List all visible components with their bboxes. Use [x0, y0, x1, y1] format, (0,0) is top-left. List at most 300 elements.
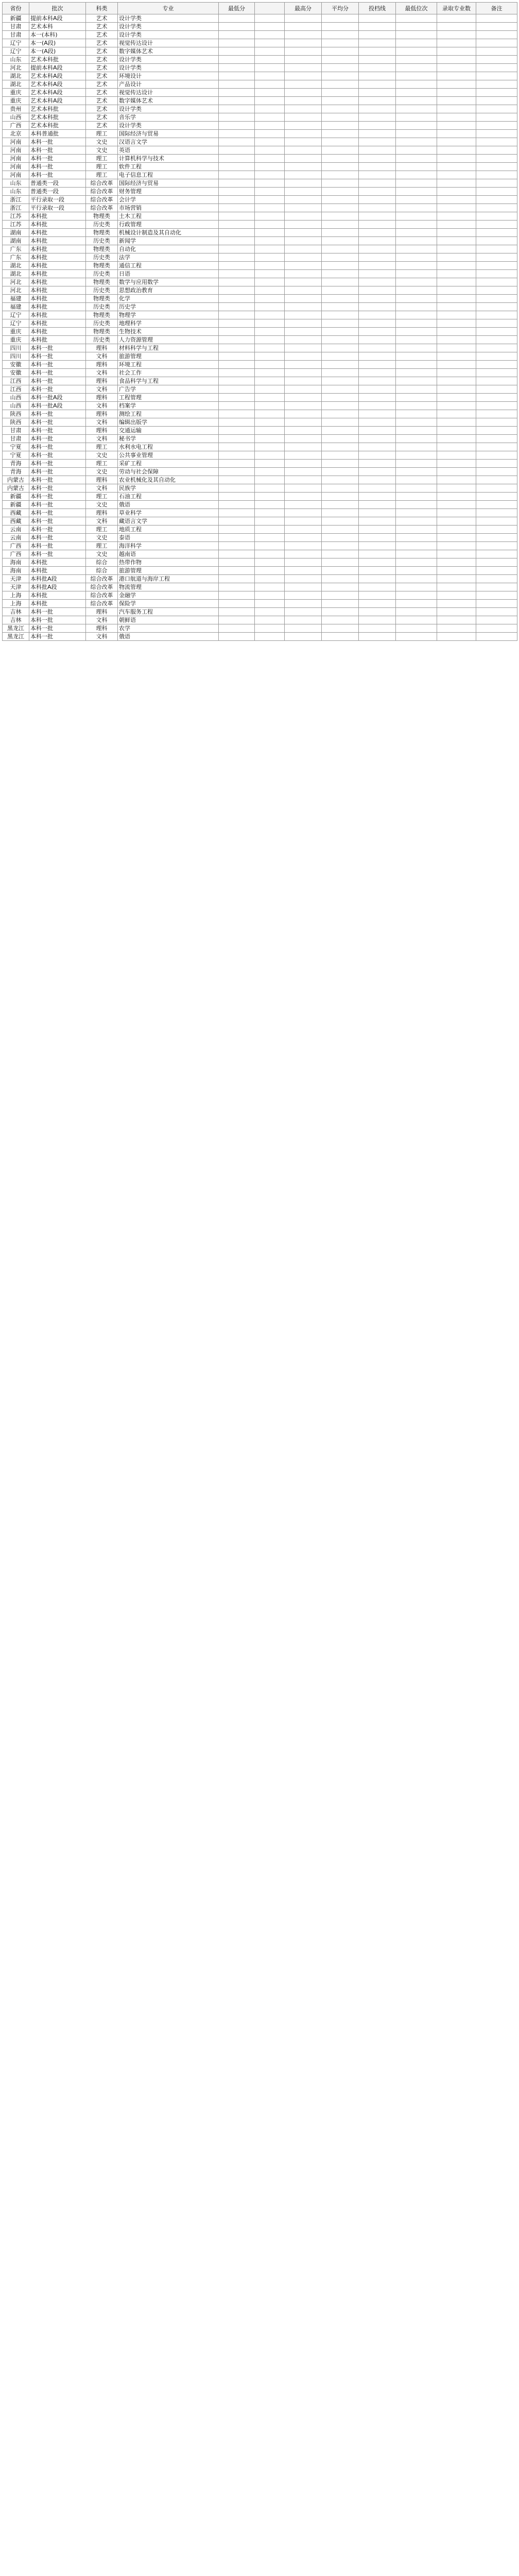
cell-avg-score	[322, 558, 359, 567]
cell-major: 市场营销	[118, 204, 219, 212]
cell-province: 河北	[3, 64, 29, 72]
cell-major: 水利水电工程	[118, 443, 219, 451]
cell-cutoff	[359, 534, 396, 542]
cell-major: 设计学类	[118, 56, 219, 64]
table-row	[3, 328, 517, 336]
cell-batch: 本一(本科)	[29, 31, 86, 39]
cell-major: 保险学	[118, 600, 219, 608]
cell-min-rank	[396, 460, 437, 468]
cell-avg-score	[322, 493, 359, 501]
cell-track: 文科	[86, 402, 118, 410]
cell-count	[437, 558, 476, 567]
cell-major: 采矿工程	[118, 460, 219, 468]
cell-max-score	[285, 385, 322, 394]
cell-major: 农业机械化及其自动化	[118, 476, 219, 484]
table-row	[3, 608, 517, 616]
cell-major: 通信工程	[118, 262, 219, 270]
cell-max-score	[285, 410, 322, 418]
cell-province: 吉林	[3, 616, 29, 624]
cell-min-rank	[396, 443, 437, 451]
cell-c6	[255, 344, 285, 352]
cell-batch: 本科一批	[29, 410, 86, 418]
cell-note	[476, 64, 517, 72]
cell-count	[437, 31, 476, 39]
cell-min-rank	[396, 196, 437, 204]
cell-avg-score	[322, 196, 359, 204]
table-row	[3, 509, 517, 517]
cell-max-score	[285, 616, 322, 624]
cell-province: 广东	[3, 253, 29, 262]
cell-max-score	[285, 39, 322, 47]
cell-avg-score	[322, 105, 359, 113]
cell-c6	[255, 163, 285, 171]
cell-min-rank	[396, 97, 437, 105]
cell-avg-score	[322, 237, 359, 245]
cell-count	[437, 72, 476, 80]
cell-avg-score	[322, 311, 359, 319]
cell-min-rank	[396, 303, 437, 311]
cell-min-score	[219, 47, 255, 56]
cell-min-rank	[396, 14, 437, 23]
table-row	[3, 484, 517, 493]
cell-c6	[255, 146, 285, 155]
cell-count	[437, 460, 476, 468]
cell-province: 内蒙古	[3, 484, 29, 493]
cell-province: 宁夏	[3, 443, 29, 451]
cell-note	[476, 262, 517, 270]
cell-batch: 本科批	[29, 336, 86, 344]
cell-c6	[255, 476, 285, 484]
cell-batch: 本科一批	[29, 526, 86, 534]
cell-major: 物理学	[118, 311, 219, 319]
cell-major: 秘书学	[118, 435, 219, 443]
cell-count	[437, 138, 476, 146]
cell-cutoff	[359, 468, 396, 476]
cell-cutoff	[359, 402, 396, 410]
cell-count	[437, 278, 476, 286]
table-row	[3, 435, 517, 443]
cell-track: 艺术	[86, 105, 118, 113]
cell-track: 理工	[86, 163, 118, 171]
cell-count	[437, 361, 476, 369]
cell-track: 艺术	[86, 97, 118, 105]
cell-batch: 本科一批A段	[29, 394, 86, 402]
cell-count	[437, 344, 476, 352]
cell-batch: 本科批	[29, 311, 86, 319]
cell-max-score	[285, 122, 322, 130]
cell-province: 安徽	[3, 361, 29, 369]
cell-avg-score	[322, 542, 359, 550]
cell-cutoff	[359, 122, 396, 130]
cell-min-score	[219, 245, 255, 253]
cell-note	[476, 171, 517, 179]
cell-track: 文科	[86, 517, 118, 526]
cell-cutoff	[359, 179, 396, 188]
cell-min-rank	[396, 319, 437, 328]
cell-note	[476, 394, 517, 402]
cell-min-score	[219, 72, 255, 80]
cell-track: 艺术	[86, 113, 118, 122]
cell-c6	[255, 608, 285, 616]
cell-note	[476, 600, 517, 608]
cell-max-score	[285, 484, 322, 493]
cell-min-rank	[396, 72, 437, 80]
cell-count	[437, 443, 476, 451]
cell-major: 俄语	[118, 633, 219, 641]
cell-min-rank	[396, 427, 437, 435]
cell-min-score	[219, 550, 255, 558]
cell-cutoff	[359, 575, 396, 583]
cell-avg-score	[322, 221, 359, 229]
cell-max-score	[285, 171, 322, 179]
cell-min-rank	[396, 64, 437, 72]
cell-note	[476, 567, 517, 575]
cell-c6	[255, 558, 285, 567]
cell-count	[437, 179, 476, 188]
cell-avg-score	[322, 418, 359, 427]
cell-cutoff	[359, 221, 396, 229]
cell-c6	[255, 352, 285, 361]
cell-max-score	[285, 212, 322, 221]
cell-cutoff	[359, 328, 396, 336]
cell-c6	[255, 468, 285, 476]
cell-min-rank	[396, 237, 437, 245]
cell-track: 历史类	[86, 237, 118, 245]
cell-c6	[255, 278, 285, 286]
cell-note	[476, 616, 517, 624]
cell-track: 理工	[86, 171, 118, 179]
cell-c6	[255, 105, 285, 113]
cell-count	[437, 493, 476, 501]
cell-min-score	[219, 616, 255, 624]
cell-min-rank	[396, 352, 437, 361]
cell-major: 电子信息工程	[118, 171, 219, 179]
cell-track: 理工	[86, 493, 118, 501]
cell-batch: 本科批	[29, 270, 86, 278]
cell-cutoff	[359, 146, 396, 155]
cell-min-score	[219, 501, 255, 509]
cell-c6	[255, 385, 285, 394]
cell-avg-score	[322, 451, 359, 460]
cell-count	[437, 262, 476, 270]
cell-min-rank	[396, 56, 437, 64]
table-row	[3, 89, 517, 97]
cell-note	[476, 295, 517, 303]
cell-c6	[255, 237, 285, 245]
cell-note	[476, 89, 517, 97]
cell-count	[437, 575, 476, 583]
cell-batch: 本科一批	[29, 468, 86, 476]
cell-c6	[255, 600, 285, 608]
cell-track: 艺术	[86, 64, 118, 72]
cell-cutoff	[359, 484, 396, 493]
cell-avg-score	[322, 624, 359, 633]
cell-cutoff	[359, 633, 396, 641]
cell-province: 湖北	[3, 270, 29, 278]
cell-min-score	[219, 427, 255, 435]
cell-province: 辽宁	[3, 311, 29, 319]
cell-note	[476, 633, 517, 641]
cell-track: 综合改革	[86, 600, 118, 608]
cell-c6	[255, 616, 285, 624]
cell-track: 文史	[86, 534, 118, 542]
cell-province: 四川	[3, 352, 29, 361]
cell-batch: 本一(A段)	[29, 47, 86, 56]
cell-note	[476, 385, 517, 394]
cell-note	[476, 72, 517, 80]
cell-count	[437, 468, 476, 476]
table-row	[3, 303, 517, 311]
cell-min-rank	[396, 509, 437, 517]
cell-max-score	[285, 229, 322, 237]
cell-c6	[255, 402, 285, 410]
cell-count	[437, 427, 476, 435]
cell-min-score	[219, 212, 255, 221]
cell-min-rank	[396, 633, 437, 641]
cell-min-rank	[396, 122, 437, 130]
cell-avg-score	[322, 534, 359, 542]
cell-track: 综合	[86, 558, 118, 567]
cell-cutoff	[359, 47, 396, 56]
cell-min-rank	[396, 526, 437, 534]
cell-min-rank	[396, 171, 437, 179]
header-cell: 科类	[86, 3, 118, 14]
table-header-row	[3, 3, 517, 14]
cell-min-score	[219, 122, 255, 130]
cell-province: 广西	[3, 542, 29, 550]
cell-cutoff	[359, 476, 396, 484]
cell-c6	[255, 212, 285, 221]
cell-max-score	[285, 394, 322, 402]
cell-avg-score	[322, 328, 359, 336]
header-cell	[255, 3, 285, 14]
cell-note	[476, 31, 517, 39]
table-row	[3, 155, 517, 163]
cell-max-score	[285, 624, 322, 633]
cell-batch: 艺术本科批	[29, 105, 86, 113]
cell-major: 计算机科学与技术	[118, 155, 219, 163]
cell-max-score	[285, 237, 322, 245]
cell-batch: 本科一批	[29, 460, 86, 468]
cell-min-score	[219, 311, 255, 319]
cell-note	[476, 493, 517, 501]
cell-count	[437, 377, 476, 385]
cell-count	[437, 336, 476, 344]
cell-batch: 艺术本科批	[29, 113, 86, 122]
cell-max-score	[285, 196, 322, 204]
cell-count	[437, 14, 476, 23]
cell-cutoff	[359, 229, 396, 237]
cell-min-score	[219, 328, 255, 336]
cell-avg-score	[322, 385, 359, 394]
cell-min-rank	[396, 146, 437, 155]
cell-count	[437, 385, 476, 394]
cell-cutoff	[359, 558, 396, 567]
cell-cutoff	[359, 427, 396, 435]
cell-min-rank	[396, 155, 437, 163]
cell-batch: 普通类一段	[29, 188, 86, 196]
cell-batch: 本科批	[29, 262, 86, 270]
cell-major: 藏语言文学	[118, 517, 219, 526]
cell-avg-score	[322, 97, 359, 105]
cell-min-rank	[396, 344, 437, 352]
cell-max-score	[285, 517, 322, 526]
cell-province: 西藏	[3, 517, 29, 526]
cell-batch: 本科一批	[29, 534, 86, 542]
cell-batch: 本科批	[29, 328, 86, 336]
cell-min-score	[219, 221, 255, 229]
cell-province: 青海	[3, 468, 29, 476]
cell-max-score	[285, 253, 322, 262]
cell-cutoff	[359, 303, 396, 311]
cell-min-score	[219, 295, 255, 303]
cell-c6	[255, 56, 285, 64]
cell-track: 物理类	[86, 295, 118, 303]
cell-max-score	[285, 344, 322, 352]
cell-min-rank	[396, 476, 437, 484]
cell-max-score	[285, 336, 322, 344]
cell-province: 安徽	[3, 369, 29, 377]
table-row	[3, 237, 517, 245]
cell-avg-score	[322, 377, 359, 385]
cell-note	[476, 97, 517, 105]
cell-count	[437, 295, 476, 303]
cell-min-rank	[396, 402, 437, 410]
cell-major: 视觉传达设计	[118, 89, 219, 97]
cell-count	[437, 146, 476, 155]
cell-note	[476, 369, 517, 377]
cell-note	[476, 509, 517, 517]
cell-province: 江西	[3, 385, 29, 394]
cell-province: 贵州	[3, 105, 29, 113]
cell-track: 艺术	[86, 31, 118, 39]
cell-count	[437, 64, 476, 72]
cell-batch: 本科批	[29, 253, 86, 262]
cell-min-rank	[396, 188, 437, 196]
cell-batch: 本科一批	[29, 633, 86, 641]
cell-count	[437, 402, 476, 410]
cell-min-score	[219, 97, 255, 105]
cell-major: 设计学类	[118, 105, 219, 113]
cell-min-rank	[396, 369, 437, 377]
cell-track: 文科	[86, 352, 118, 361]
cell-min-rank	[396, 542, 437, 550]
cell-batch: 艺术本科A段	[29, 97, 86, 105]
cell-cutoff	[359, 155, 396, 163]
cell-count	[437, 270, 476, 278]
cell-track: 理工	[86, 130, 118, 138]
cell-major: 俄语	[118, 501, 219, 509]
cell-c6	[255, 130, 285, 138]
cell-note	[476, 484, 517, 493]
cell-major: 编辑出版学	[118, 418, 219, 427]
cell-c6	[255, 567, 285, 575]
table-row	[3, 534, 517, 542]
cell-track: 文科	[86, 385, 118, 394]
cell-avg-score	[322, 89, 359, 97]
cell-province: 海南	[3, 558, 29, 567]
cell-min-rank	[396, 550, 437, 558]
cell-major: 历史学	[118, 303, 219, 311]
table-row	[3, 542, 517, 550]
cell-min-score	[219, 138, 255, 146]
cell-province: 山东	[3, 188, 29, 196]
table-row	[3, 451, 517, 460]
cell-track: 理科	[86, 377, 118, 385]
cell-min-rank	[396, 80, 437, 89]
cell-major: 新闻学	[118, 237, 219, 245]
cell-count	[437, 163, 476, 171]
cell-major: 工程管理	[118, 394, 219, 402]
cell-max-score	[285, 443, 322, 451]
cell-track: 综合改革	[86, 583, 118, 591]
table-row	[3, 113, 517, 122]
cell-min-score	[219, 80, 255, 89]
cell-count	[437, 550, 476, 558]
cell-province: 辽宁	[3, 39, 29, 47]
cell-count	[437, 608, 476, 616]
cell-major: 物流管理	[118, 583, 219, 591]
cell-track: 历史类	[86, 253, 118, 262]
cell-batch: 本科批	[29, 278, 86, 286]
cell-major: 自动化	[118, 245, 219, 253]
cell-avg-score	[322, 122, 359, 130]
cell-avg-score	[322, 517, 359, 526]
table-row	[3, 517, 517, 526]
cell-c6	[255, 369, 285, 377]
cell-province: 河北	[3, 278, 29, 286]
cell-batch: 本科批	[29, 286, 86, 295]
cell-track: 文科	[86, 616, 118, 624]
cell-max-score	[285, 146, 322, 155]
cell-track: 文科	[86, 484, 118, 493]
cell-batch: 本科一批	[29, 509, 86, 517]
cell-track: 物理类	[86, 245, 118, 253]
cell-batch: 本科一批	[29, 427, 86, 435]
cell-cutoff	[359, 493, 396, 501]
cell-note	[476, 146, 517, 155]
cell-track: 文科	[86, 418, 118, 427]
cell-batch: 本科批A段	[29, 575, 86, 583]
cell-c6	[255, 80, 285, 89]
table-row	[3, 14, 517, 23]
cell-track: 文科	[86, 435, 118, 443]
cell-province: 浙江	[3, 204, 29, 212]
cell-province: 广西	[3, 122, 29, 130]
cell-cutoff	[359, 163, 396, 171]
cell-c6	[255, 221, 285, 229]
cell-batch: 艺术本科批	[29, 122, 86, 130]
cell-min-score	[219, 624, 255, 633]
cell-note	[476, 377, 517, 385]
cell-min-score	[219, 171, 255, 179]
cell-note	[476, 229, 517, 237]
cell-c6	[255, 311, 285, 319]
cell-major: 产品设计	[118, 80, 219, 89]
cell-note	[476, 286, 517, 295]
cell-major: 人力资源管理	[118, 336, 219, 344]
cell-cutoff	[359, 237, 396, 245]
cell-avg-score	[322, 303, 359, 311]
cell-batch: 本科一批	[29, 369, 86, 377]
cell-min-score	[219, 344, 255, 352]
cell-major: 机械设计制造及其自动化	[118, 229, 219, 237]
cell-c6	[255, 451, 285, 460]
cell-cutoff	[359, 385, 396, 394]
cell-province: 河南	[3, 146, 29, 155]
table-row	[3, 468, 517, 476]
cell-avg-score	[322, 591, 359, 600]
